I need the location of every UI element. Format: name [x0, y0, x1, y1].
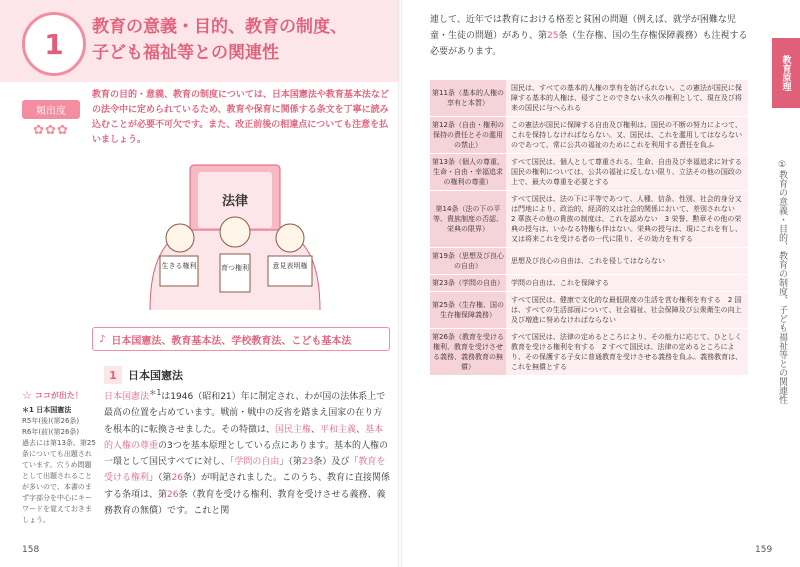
page-number: 159: [755, 545, 773, 555]
sidebar-note: 過去には第13条、第25条についても出題されています。穴うめ問題として出題されることが多いので、本書のまず字部分を中心にキーワードを覚えておきましょう。: [22, 439, 96, 524]
article-text: この憲法が国民に保障する自由及び権利は、国民の不断の努力によつて、これを保持しなければならない。又、国民は、これを濫用してはならないのであつて、常に公共の福祉のためにこれを利用する責任を負ふ: [506, 117, 748, 154]
article-header: 第19条（思想及び良心の自由）: [430, 248, 506, 275]
chapter-tab[interactable]: 教育原理: [772, 38, 800, 108]
sign-text-3: 意見表明権: [272, 262, 308, 270]
article-text: すべて国民は、法律の定めるところにより、その能力に応じて、ひとしく教育を受ける権利を有する 2 すべて国民は、法律の定めるところにより、その保護する子女に普通教育を受けさせる義務を負ふ。義務教育は、これを無償とする: [506, 329, 748, 376]
article-text: 学問の自由は、これを保障する: [506, 275, 748, 292]
frequency-label: 頻出度: [22, 100, 80, 119]
vertical-chapter-nav: ①教育の意義・目的、教育の制度、子ども福祉等との関連性: [777, 160, 787, 404]
flower-icon: ✿✿✿: [33, 123, 69, 138]
table-row: [430, 154, 748, 191]
book-label: 法律: [221, 194, 249, 209]
article-text: 国民は、すべての基本的人権の享有を妨げられない。この憲法が国民に保障する基本的人権は、侵すことのできない永久の権利として、現在及び将来の国民に与へられる: [506, 80, 748, 117]
article-header: 第25条（生存権、国の生存権保障義務）: [430, 292, 506, 329]
constitution-articles-table: [430, 80, 748, 376]
page-number: 158: [22, 545, 40, 555]
table-row: [430, 329, 748, 376]
table-row: [430, 191, 748, 248]
chapter-title: 教育の意義・目的、教育の制度、 子ども福祉等との関連性: [92, 17, 347, 63]
body-text: 日本国憲法$^{*1}$は1946（昭和21）年に制定され、わが国の法体系上で最高の位置を占めています。戦前・戦中の反省を踏まえ国家の在り方を根本的に転換させました。その特徴は、国民主権、平和主義、基本的人権の尊重の3つを基本原理としている点にあります。基本的人権の一環として国民すべてに対し、「学問の自由」（第23条）及び「教育を受ける権利」（第26条）が明記されました。このうち、教育に直接関係する条項は、第26条（教育を受ける権利、教育を受けさせる義務、義務教育の無償）です。これと関: [104, 388, 390, 517]
table-row: [430, 117, 748, 154]
article-header: 第11条（基本的人権の享有と本質）: [430, 80, 506, 117]
section-title: 日本国憲法: [128, 369, 183, 382]
article-text: すべて国民は、健康で文化的な最低限度の生活を営む権利を有する 2 国は、すべての生活部面について、社会福祉、社会保障及び公衆衛生の向上及び増進に努めなければならない: [506, 292, 748, 329]
table-row: [430, 292, 748, 329]
chapter-number-badge: 1: [22, 12, 86, 76]
sidebar-line: R5年(後)(第26条): [22, 417, 80, 425]
frequency-indicator: [22, 100, 80, 138]
music-note-icon: ♪: [99, 333, 106, 345]
article-header: 第13条（個人の尊重、生命・自由・幸福追求の権利の尊重）: [430, 154, 506, 191]
sidebar-line: R6年(前)(第26条): [22, 428, 80, 436]
sign-text-1: 生きる権利: [161, 262, 197, 270]
article-text: すべて国民は、法の下に平等であつて、人種、信条、性別、社会的身分又は門地により、政治的、経済的又は社会的関係において、差別されない 2 華族その他の貴族の制度は、これを認めない 3 栄誉、勲章その他の栄典の授与は、いかなる特権も伴はない。栄典の授与は、現にこれを有し、又は将来これを受ける者の一代に限り、その効力を有する: [506, 191, 748, 248]
topic-heading: ♪ 日本国憲法、教育基本法、学校教育法、こども基本法: [92, 327, 390, 351]
sidebar-head: ＊1 日本国憲法: [22, 406, 72, 414]
article-header: 第26条（教育を受ける権利、教育を受けさせる義務、義務教育の無償）: [430, 329, 506, 376]
right-page: [400, 0, 800, 567]
illustration-children-law-book: [140, 160, 330, 312]
article-header: 第14条（法の下の平等、貴族制度の否認、栄典の限界）: [430, 191, 506, 248]
continued-text: 連して、近年では教育における格差と貧困の問題（例えば、就学が困難な児童・生徒の問題）があり、第25条（生存権、国の生存権保障義務）も注視する必要があります。: [430, 15, 748, 57]
section-heading: [104, 366, 183, 384]
exam-sidebar: ☆ ココが出た！ ＊1 日本国憲法 R5年(後)(第26条) R6年(前)(第26条) 過去には第13条、第25条についても出題されています。穴うめ問題として出題されることが多いので、本書のまず字部分を中心にキーワードを覚えておきましょう。: [22, 389, 96, 524]
table-row: [430, 248, 748, 275]
section-number: 1: [104, 366, 122, 384]
chapter-intro: 教育の目的・意義、教育の制度については、日本国憲法や教育基本法などの法令中に定められているため、教育や保育に関係する条文を丁寧に読み込むことが必要不可欠です。また、改正前後の相違点についても注意を払いましょう。: [92, 90, 389, 145]
article-header: 第12条（自由・権利の保持の責任とその濫用の禁止）: [430, 117, 506, 154]
article-text: すべて国民は、個人として尊重される。生命、自由及び幸福追求に対する国民の権利については、公共の福祉に反しない限り、立法その他の国政の上で、最大の尊重を必要とする: [506, 154, 748, 191]
article-header: 第23条（学問の自由）: [430, 275, 506, 292]
sign-text-2: 育つ権利: [221, 264, 249, 272]
article-text: 思想及び良心の自由は、これを侵してはならない: [506, 248, 748, 275]
table-row: [430, 80, 748, 117]
table-row: [430, 275, 748, 292]
star-icon: ☆: [22, 389, 32, 402]
